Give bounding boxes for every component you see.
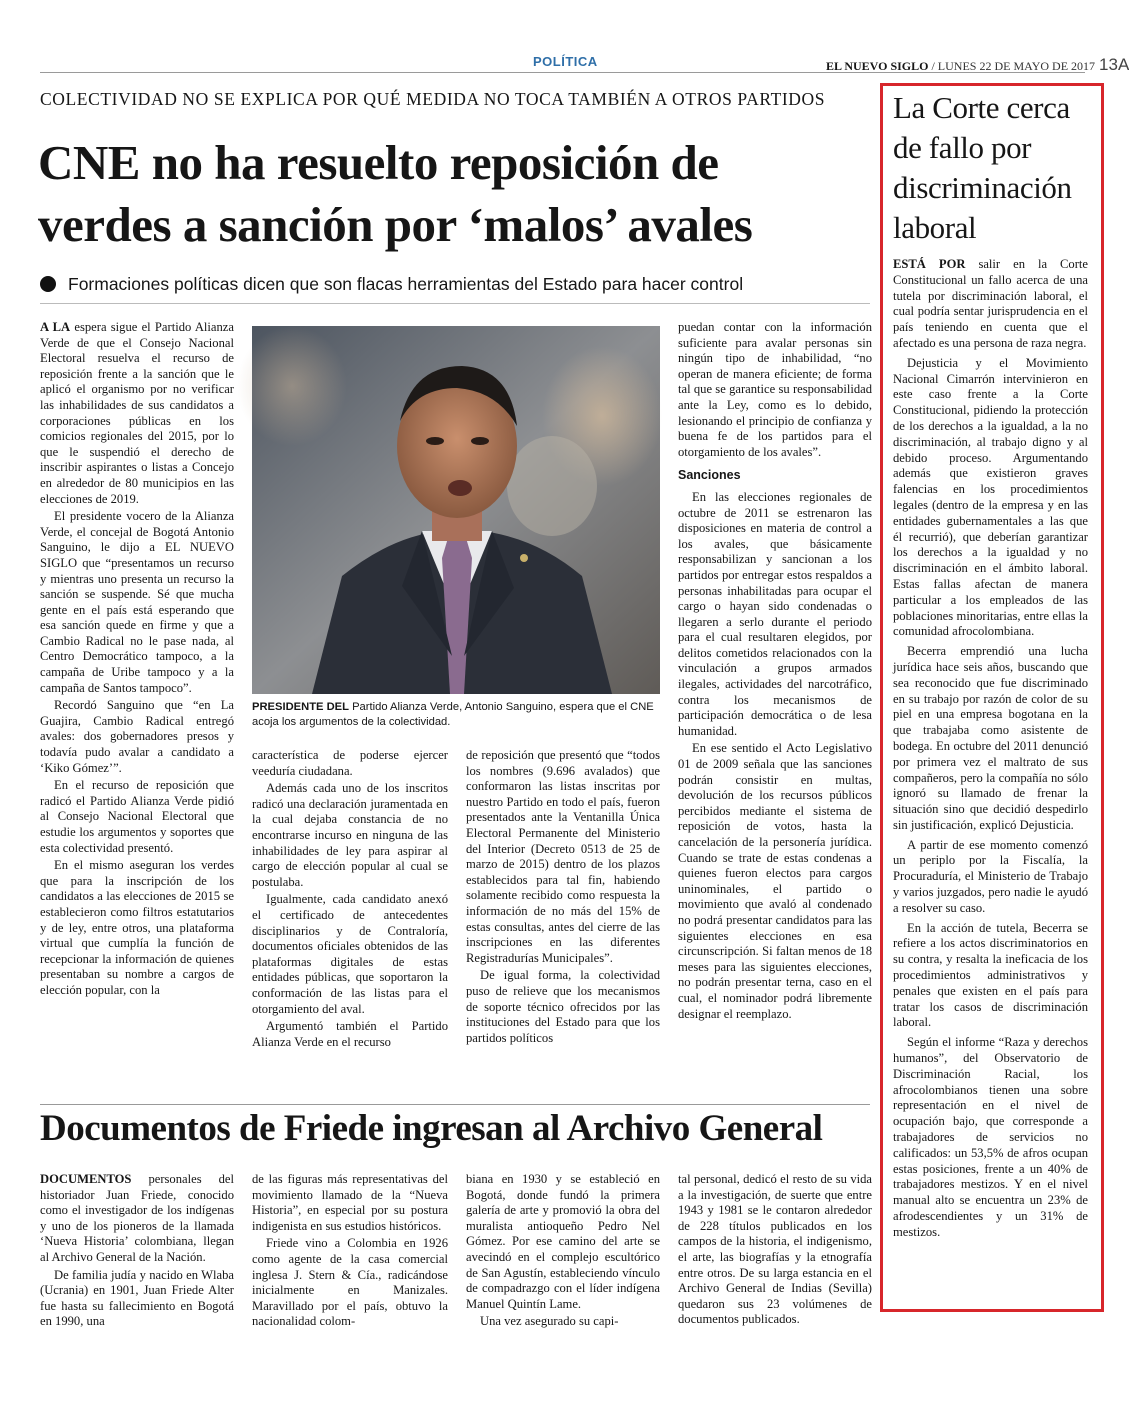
- paragraph: de reposición que presentó que “todos los nombres (9.696 avalados) que conformaron las listas inscritas por nuestro Partido en todo el país, fueron presentados ante la Ventanilla Única Electoral Permanente del Ministerio del Interior (Decreto 0513 de 25 de marzo de 2015) dentro de los plazos establecidos para tal fin, habiendo solamente recibido como respuesta la información de no más del 15% de estas consultas, antes del cierre de las inscripciones en las diferentes Registradurías Municipales”.: [466, 748, 660, 965]
- paragraph: Una vez asegurado su capi-: [480, 1314, 619, 1329]
- paragraph: tal personal, dedicó el resto de su vida a la investigación, de suerte que entre 1943 y 1981 se le contaron alrededor de 228 títulos publicados en los campos de la historia, el indigenismo, el arte, las biografías y la etnografía entre otros. De su larga estancia en el Archivo General de Indias (Sevilla) quedaron sus 23 volúmenes de documentos publicados.: [678, 1172, 872, 1327]
- paragraph: Además cada uno de los inscritos radicó una declaración juramentada en la cual dejaba constancia de no encontrarse incurso en ninguna de las inhabilidades de ley para aspirar al cargo de elección popular al cual se postulaba.: [252, 781, 448, 889]
- paragraph-text: salir en la Corte Constitucional un fallo acerca de una tutela por discriminación laboral, el cual podría sentar jurisprudencia en el país teniendo en cuenta que el afectado es una persona de raza negra.: [893, 257, 1088, 350]
- article-column-1: [40, 320, 234, 1001]
- paragraph: De familia judía y nacido en Wlaba (Ucrania) en 1901, Juan Friede Alter fue hasta su fallecimiento en Bogotá en 1990, una: [40, 1267, 234, 1329]
- article-column-4: [678, 320, 872, 1024]
- paragraph: Friede vino a Colombia en 1926 como agente de la casa comercial inglesa J. Stern & Cía., radicándose inicialmente en Manizales. Maravillado por el país, obtuvo la nacionalidad colom-: [252, 1236, 448, 1329]
- article-kicker: COLECTIVIDAD NO SE EXPLICA POR QUÉ MEDIDA NO TOCA TAMBIÉN A OTROS PARTIDOS: [40, 89, 826, 109]
- paragraph: puedan contar con la información suficiente para avalar personas sin ningún tipo de inhabilidad, “no operan de manera eficiente; de forma tal que se garantice su responsabilidad ante la Ley, como es lo debido, lesionando el principio de confianza y buena fe de los partidos para el otorgamiento de los avales”.: [678, 320, 872, 459]
- headline-line-1: CNE no ha resuelto reposición de: [38, 135, 719, 190]
- article-column-2: [252, 748, 448, 1052]
- paper-name: EL NUEVO SIGLO: [826, 59, 929, 73]
- paragraph: Argumentó también el Partido Alianza Verde en el recurso: [252, 1019, 448, 1049]
- header-rule: [40, 72, 1085, 73]
- second-column-2: [252, 1172, 448, 1332]
- paragraph: Igualmente, cada candidato anexó el certificado de antecedentes disciplinarios y de Contraloría, documentos oficiales obtenidos de las plataformas digitales de estas entidades públicas, que soportaron la conformación de las listas para el otorgamiento del aval.: [252, 892, 448, 1016]
- article-photo: [252, 326, 660, 694]
- paragraph-text: espera sigue el Partido Alianza Verde de que el Consejo Nacional Electoral resuelva el recurso de reposición frente a la sanción que le aplicó el organismo por no verificar las inhabilidades de sus candidatos a corporaciones públicas en los comicios regionales del 2015, por lo que le suspendió el derecho de inscribir aspirantes o listas a Concejo en alrededor de 80 municipios en las elecciones de 2019.: [40, 320, 234, 506]
- paragraph: El presidente vocero de la Alianza Verde, el concejal de Bogotá Antonio Sanguino, le dijo a EL NUEVO SIGLO que “presentamos un recurso y mientras uno presenta un recurso la sanción se suspende. Sé que mucha gente en el país está esperando que esa sanción quede en firme y que a Cambio Radical no le pase nada, al Centro Democrático tampoco, a la campaña de Uribe tampoco y a la campaña de Santos tampoco”.: [40, 509, 234, 695]
- lead-in: ESTÁ POR: [893, 257, 966, 271]
- lead-in: DOCUMENTOS: [40, 1172, 132, 1186]
- article-divider: [40, 1104, 870, 1105]
- section-label: POLÍTICA: [533, 54, 598, 69]
- caption-text: Partido Alianza Verde, Antonio Sanguino, espera que el CNE acoja los argumentos de la colectividad.: [252, 701, 654, 728]
- lead-in: A LA: [40, 320, 71, 334]
- paragraph: Dejusticia y el Movimiento Nacional Cimarrón intervinieron en este caso frente a la Corte Constitucional, pidiendo la protección de los derechos a la igualdad, a la no discriminación, al trabajo digno y al debido proceso. Argumentando además que existieron graves falencias en los procedimientos legales (dentro de la empresa y en las entidades gubernamentales a las que él recurrió), que deberían garantizar los derechos a la igualdad y no discriminación en el ámbito laboral. Estas fallas afectan de manera particular a los empleados de las poblaciones minoritarias, entre ellas la comunidad afrocolombiana.: [893, 355, 1088, 639]
- paragraph: A partir de ese momento comenzó un periplo por la Fiscalía, la Procuraduría, el Ministerio de Trabajo y varios juzgados, pero nadie le ayudó a resolver su caso.: [893, 837, 1088, 915]
- sidebar-title: La Corte cerca de fallo por discriminación laboral: [893, 90, 1072, 245]
- article-headline: [38, 132, 878, 256]
- paragraph: En el recurso de reposición que radicó el Partido Alianza Verde pidió al Consejo Nacional Electoral que estudie los argumentos y soportes que esta colectividad presentó.: [40, 778, 234, 855]
- paragraph: [40, 320, 234, 507]
- second-column-4: [678, 1172, 872, 1330]
- paragraph: En las elecciones regionales de octubre de 2011 se estrenaron las disposiciones en materia de control a los avales, que básicamente responsabilizan y sancionan a los partidos por entregar estos respaldos a personas inhabilitadas para ocupar el cargo o hayan sido condenadas o llegaren a serlo durante el periodo para el cual resultaren elegidos, por delitos cometidos relacionados con la vinculación a grupos armados ilegales, actividades del narcotráfico, contra los mecanismos de participación democrática o de lesa humanidad.: [678, 489, 872, 738]
- second-column-1: [40, 1172, 234, 1332]
- paragraph: Recordó Sanguino que “en La Guajira, Cambio Radical entregó avales: dos gobernadores presos y todavía pudo avalar a candidato a ‘Kiko Gómez’”.: [40, 698, 234, 775]
- paragraph: [40, 1172, 234, 1266]
- bullet-icon: [40, 276, 56, 292]
- caption-lead: PRESIDENTE DEL: [252, 701, 349, 713]
- page-number: 13A: [1099, 55, 1129, 74]
- deck-text: Formaciones políticas dicen que son flacas herramientas del Estado para hacer control: [68, 274, 744, 294]
- paragraph: biana en 1930 y se estableció en Bogotá, donde fundó la primera galería de arte y promovió la obra del muralista antioqueño Pedro Nel Gómez. Por ese camino del arte se avecindó en el complejo escultórico de San Agustín, estableciendo vínculo de compadrazgo con el líder indígena Manuel Quintín Lame.: [466, 1172, 660, 1311]
- deck-rule: [40, 303, 870, 304]
- article-deck: [40, 274, 870, 295]
- article-column-3: [466, 748, 660, 1048]
- subheading: Sanciones: [678, 468, 741, 483]
- paragraph: En la acción de tutela, Becerra se refiere a los actos discriminatorios en su contra, y resalta la ineficacia de los procedimientos administrativos y penales que existen en el país para tratar los casos de discriminación laboral.: [893, 920, 1088, 1030]
- paragraph: característica de poderse ejercer veeduría ciudadana.: [252, 748, 448, 778]
- second-column-3: [466, 1172, 660, 1332]
- paragraph: Según el informe “Raza y derechos humanos”, del Observatorio de Discriminación Racial, los afrocolombianos tienen una sobre representación en el nivel de ocupación bajo, que corresponde a trabajadores de servicios no calificados: un 53,5% de afros ocupan estas posiciones, frente a un 40% de trabajadores mestizos. Y en el nivel manual alto se encuentra un 23% de afrodescendientes y un 31% de mestizos.: [893, 1035, 1088, 1239]
- paragraph: Becerra emprendió una lucha jurídica hace seis años, buscando que sea reconocido que fue discriminado en su trabajo por razón de color de su piel en una empresa bogotana en la que trabajaba como asistente de bodega. En octubre del 2011 denunció por primera vez el maltrato de sus compañeros, pero la compañía no sólo ignoró su llamado de frenar la situación sino que decidió despedirlo sin justificación, explicó Dejusticia.: [893, 644, 1088, 832]
- paragraph: [893, 257, 1088, 352]
- second-headline: Documentos de Friede ingresan al Archivo General: [40, 1108, 823, 1149]
- issue-date: / LUNES 22 DE MAYO DE 2017: [928, 59, 1096, 73]
- photo-caption: [252, 700, 660, 730]
- headline-line-2: verdes a sanción por ‘malos’ avales: [38, 197, 753, 252]
- paragraph: de las figuras más representativas del movimiento llamado de la “Nueva Historia”, en especial por su postura indigenista en sus estudios históricos.: [252, 1172, 448, 1233]
- sidebar-body: [893, 257, 1088, 1245]
- paragraph: En el mismo aseguran los verdes que para la inscripción de los candidatos a las elecciones de 2015 se establecieron como filtros estatutarios y de ley, entre otros, una plataforma virtual que cumplía la función de recepcionar la información de quienes presentaban su nombre a cargos de elección popular, con la: [40, 858, 234, 997]
- paragraph: En ese sentido el Acto Legislativo 01 de 2009 señala que las sanciones podrán consistir en multas, devolución de los recursos públicos percibidos mediante el sistema de reposición de votos, hasta la cancelación de la personería jurídica. Cuando se trate de estas condenas a quienes fueron electos para cargos uninominales, el partido o movimiento que avaló al condenado no podrá presentar candidatos para las siguientes elecciones en esa circunscripción. Si faltan menos de 18 meses para las siguientes elecciones, no podrán presentar terna, caso en el cual, el nominador podrá libremente designar el reemplazo.: [678, 741, 872, 1021]
- paragraph: De igual forma, la colectividad puso de relieve que los mecanismos de soporte técnico ofrecidos por las instituciones del Estado para que los partidos políticos: [466, 968, 660, 1045]
- paragraph-text: personales del historiador Juan Friede, conocido como el investigador de los indígenas y uno de los pioneros de la llamada ‘Nueva Historia’ colombiana, llegan al Archivo General de la Nación.: [40, 1172, 234, 1264]
- portrait-illustration: [252, 326, 660, 694]
